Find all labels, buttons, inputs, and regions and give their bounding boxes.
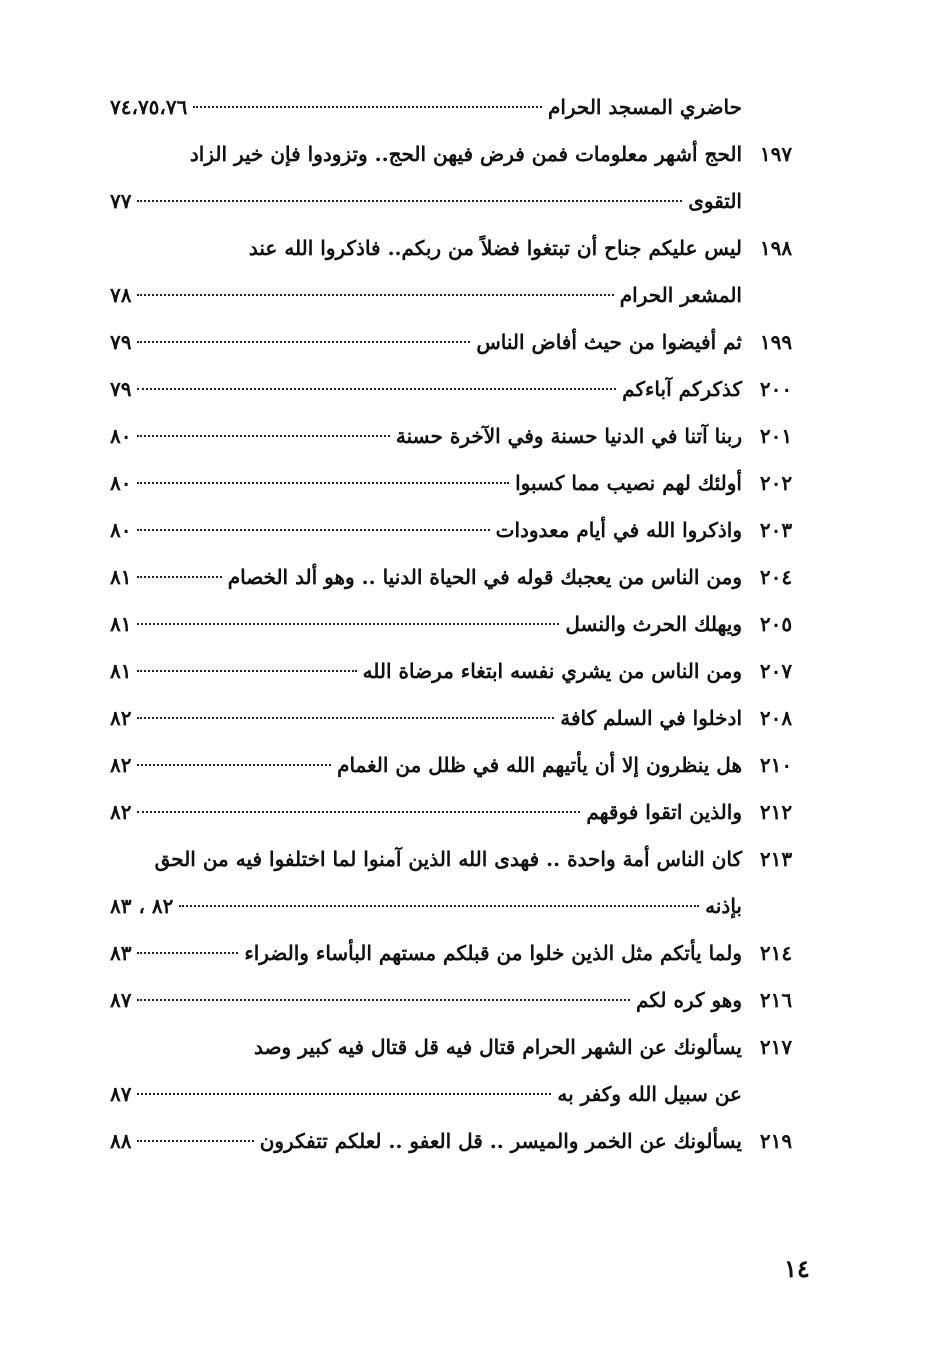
dot-leader bbox=[137, 717, 554, 719]
verse-text: وهو كره لكم bbox=[636, 988, 742, 1012]
page-reference: ٧٩ bbox=[110, 377, 132, 401]
page-reference: ٧٧ bbox=[110, 189, 132, 213]
verse-text: هل ينظرون إلا أن يأتيهم الله في ظلل من الغمام bbox=[337, 753, 742, 777]
index-entry-first-line bbox=[110, 1024, 810, 1071]
dot-leader bbox=[137, 952, 238, 954]
index-entry-second-line bbox=[110, 883, 810, 930]
index-entry-first-line bbox=[110, 131, 810, 178]
verse-text-line1: يسألونك عن الشهر الحرام قتال فيه قل قتال فيه كبير وصد bbox=[254, 1035, 742, 1059]
page-reference: ٨٢ bbox=[110, 706, 132, 730]
index-entry-second-line bbox=[110, 178, 810, 225]
verse-text: عن سبيل الله وكفر به bbox=[557, 1082, 742, 1106]
verse-text: أولئك لهم نصيب مما كسبوا bbox=[515, 471, 742, 495]
verse-number: ٢١٢ bbox=[759, 800, 793, 824]
page-reference: ٨٢ ، ٨٣ bbox=[110, 894, 174, 918]
dot-leader bbox=[137, 341, 470, 343]
dot-leader bbox=[137, 811, 580, 813]
verse-number: ٢١٩ bbox=[759, 1129, 793, 1153]
index-entry bbox=[110, 319, 810, 366]
verse-text: واذكروا الله في أيام معدودات bbox=[495, 518, 742, 542]
verse-text: التقوى bbox=[688, 189, 742, 213]
dot-leader bbox=[137, 1140, 253, 1142]
page-reference: ٨٠ bbox=[110, 471, 132, 495]
page-reference: ٨١ bbox=[110, 659, 132, 683]
index-entry bbox=[110, 1118, 810, 1165]
page-reference: ٨٢ bbox=[110, 800, 132, 824]
page-number: ١٤ bbox=[784, 1254, 810, 1283]
dot-leader bbox=[137, 529, 489, 531]
dot-leader bbox=[137, 1093, 551, 1095]
index-entry bbox=[110, 789, 810, 836]
verse-text: ومن الناس من يشري نفسه ابتغاء مرضاة الله bbox=[362, 659, 742, 683]
verse-text: ادخلوا في السلم كافة bbox=[560, 706, 742, 730]
verse-number: ٢٠١ bbox=[759, 424, 793, 448]
verse-text: حاضري المسجد الحرام bbox=[547, 95, 742, 119]
index-entry bbox=[110, 460, 810, 507]
verse-number: ٢٠٢ bbox=[759, 471, 793, 495]
page-reference: ٧٩ bbox=[110, 330, 132, 354]
dot-leader bbox=[137, 294, 613, 296]
verse-number: ١٩٨ bbox=[759, 236, 793, 260]
index-entry bbox=[110, 601, 810, 648]
verse-text: بإذنه bbox=[705, 894, 742, 918]
page-reference: ٧٤،٧٥،٧٦ bbox=[110, 95, 188, 119]
verse-text: ويهلك الحرث والنسل bbox=[565, 612, 742, 636]
verse-number: ١٩٩ bbox=[759, 330, 793, 354]
dot-leader bbox=[137, 670, 356, 672]
index-entry bbox=[110, 366, 810, 413]
verse-number: ١٩٧ bbox=[759, 142, 793, 166]
index-entry-multiline bbox=[110, 836, 810, 930]
dot-leader bbox=[137, 388, 616, 390]
index-entry-first-line bbox=[110, 225, 810, 272]
verse-number: ٢٠٨ bbox=[759, 706, 793, 730]
index-entry bbox=[110, 648, 810, 695]
page-reference: ٨٠ bbox=[110, 424, 132, 448]
page-reference: ٨٠ bbox=[110, 518, 132, 542]
verse-text-line1: كان الناس أمة واحدة .. فهدى الله الذين آمنوا لما اختلفوا فيه من الحق bbox=[154, 847, 742, 871]
verse-number: ٢١٤ bbox=[759, 941, 793, 965]
dot-leader bbox=[137, 764, 331, 766]
index-entry bbox=[110, 507, 810, 554]
verse-text: يسألونك عن الخمر والميسر .. قل العفو .. لعلكم تتفكرون bbox=[259, 1129, 742, 1153]
index-entry bbox=[110, 413, 810, 460]
dot-leader bbox=[137, 999, 630, 1001]
index-entry-second-line bbox=[110, 1071, 810, 1118]
verse-text: كذكركم آباءكم bbox=[622, 377, 742, 401]
dot-leader bbox=[137, 623, 559, 625]
verse-number: ٢٠٤ bbox=[759, 565, 793, 589]
verse-text-line1: الحج أشهر معلومات فمن فرض فيهن الحج.. وتزودوا فإن خير الزاد bbox=[189, 142, 742, 166]
verse-text-line1: ليس عليكم جناح أن تبتغوا فضلاً من ربكم.. فاذكروا الله عند bbox=[248, 236, 742, 260]
index-entry bbox=[110, 742, 810, 789]
verse-number: ٢٠٥ bbox=[759, 612, 793, 636]
page-reference: ٨٧ bbox=[110, 1082, 132, 1106]
index-entry-multiline bbox=[110, 1024, 810, 1118]
page-reference: ٨٨ bbox=[110, 1129, 132, 1153]
verse-text: ثم أفيضوا من حيث أفاض الناس bbox=[476, 330, 742, 354]
dot-leader bbox=[179, 905, 699, 907]
verse-text: ربنا آتنا في الدنيا حسنة وفي الآخرة حسنة bbox=[395, 424, 742, 448]
verse-number: ٢٠٣ bbox=[759, 518, 793, 542]
verse-text: ومن الناس من يعجبك قوله في الحياة الدنيا .. وهو ألد الخصام bbox=[227, 565, 742, 589]
verse-number: ٢١٠ bbox=[759, 753, 793, 777]
index-entry-first-line bbox=[110, 836, 810, 883]
index-entry bbox=[110, 554, 810, 601]
verse-number: ٢١٧ bbox=[759, 1035, 793, 1059]
verse-text: المشعر الحرام bbox=[619, 283, 742, 307]
verse-text: والذين اتقوا فوقهم bbox=[586, 800, 742, 824]
index-entry-multiline bbox=[110, 131, 810, 225]
page-reference: ٨٣ bbox=[110, 941, 132, 965]
index-entry bbox=[110, 84, 810, 131]
dot-leader bbox=[137, 435, 389, 437]
index-entry-second-line bbox=[110, 272, 810, 319]
page-reference: ٨١ bbox=[110, 565, 132, 589]
index-entry bbox=[110, 977, 810, 1024]
dot-leader bbox=[137, 482, 509, 484]
page-reference: ٨١ bbox=[110, 612, 132, 636]
dot-leader bbox=[193, 106, 542, 108]
verse-text: ولما يأتكم مثل الذين خلوا من قبلكم مستهم البأساء والضراء bbox=[244, 941, 742, 965]
page-reference: ٧٨ bbox=[110, 283, 132, 307]
index-entry bbox=[110, 930, 810, 977]
verse-index-list bbox=[110, 84, 810, 1165]
verse-number: ٢٠٧ bbox=[759, 659, 793, 683]
dot-leader bbox=[137, 200, 682, 202]
page-reference: ٨٧ bbox=[110, 988, 132, 1012]
verse-number: ٢٠٠ bbox=[759, 377, 793, 401]
index-entry bbox=[110, 695, 810, 742]
dot-leader bbox=[137, 576, 221, 578]
verse-number: ٢١٦ bbox=[759, 988, 793, 1012]
verse-number: ٢١٣ bbox=[759, 847, 793, 871]
index-entry-multiline bbox=[110, 225, 810, 319]
page-reference: ٨٢ bbox=[110, 753, 132, 777]
